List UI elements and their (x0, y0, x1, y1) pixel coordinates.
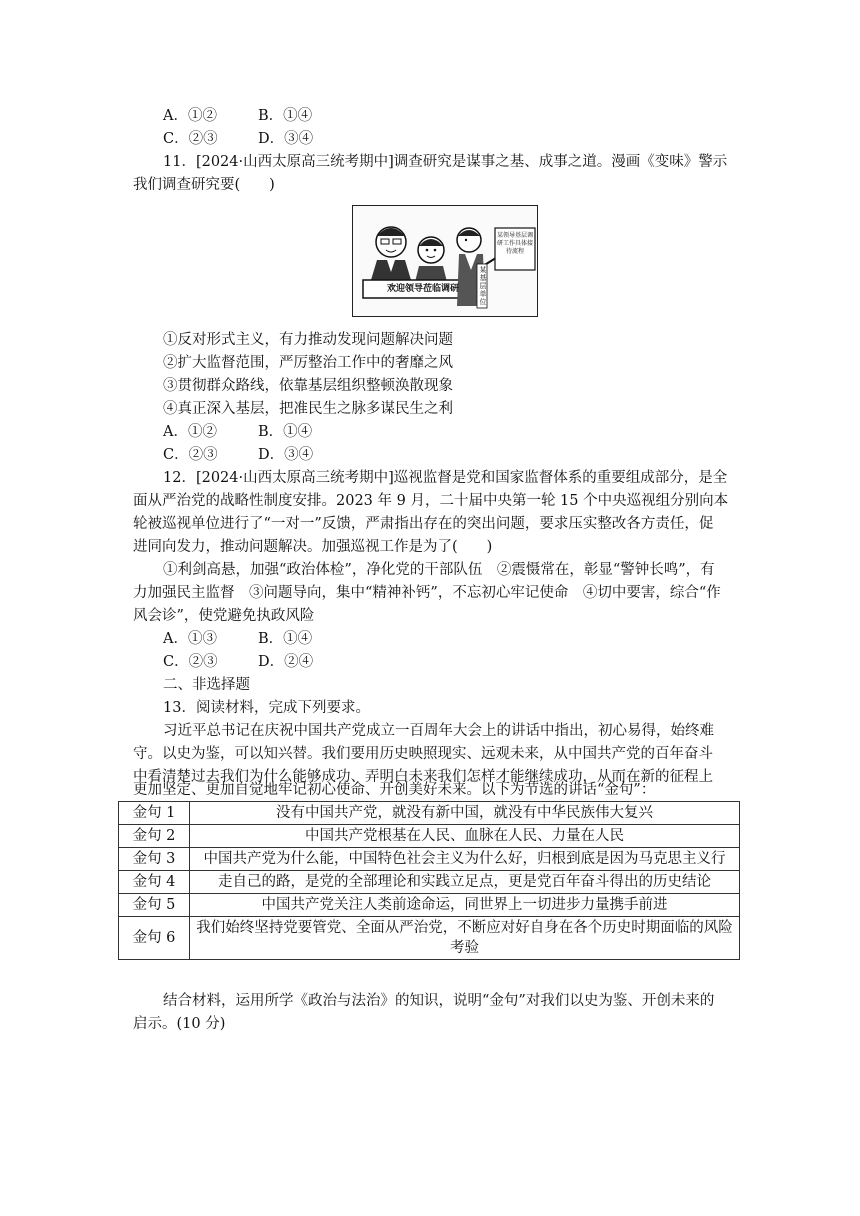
quote-label: 金句 5 (119, 894, 190, 917)
q11-item-3: ③贯彻群众路线，依靠基层组织整顿涣散现象 (163, 378, 453, 394)
q12-stem-line-4: 进同向发力，推动问题解决。加强巡视工作是为了( ) (133, 539, 493, 555)
q10-option-a: A．①② (163, 108, 217, 124)
table-row (119, 802, 740, 825)
section-heading: 二、非选择题 (163, 677, 250, 693)
q11-stem-line-2: 我们调查研究要( ) (133, 177, 275, 193)
quote-text: 中国共产党为什么能，中国特色社会主义为什么好，归根到底是因为马克思主义行 (190, 848, 740, 871)
q11-item-4: ④真正深入基层，把准民生之脉多谋民生之利 (163, 401, 453, 417)
cartoon-banner-text: 欢迎领导莅临调研 (386, 284, 459, 294)
q11-stem-line-1: 11．[2024·山西太原高三统考期中]调查研究是谋事之基、成事之道。漫画《变味》警示 (163, 154, 728, 170)
q12-items-line-2: 力加强民主监督 ③问题导向，集中“精神补钙”，不忘初心牢记使命 ④切中要害，综合“作 (133, 585, 721, 601)
q13-material-line-3: 中看清楚过去我们为什么能够成功、弄明白未来我们怎样才能继续成功，从而在新的征程上 (133, 769, 713, 785)
q13-stem: 13．阅读材料，完成下列要求。 (163, 700, 370, 716)
q12-items-line-3: 风会诊”，使党避免执政风险 (133, 608, 315, 624)
table-row (119, 871, 740, 894)
q13-question-line-1: 结合材料，运用所学《政治与法治》的知识，说明“金句”对我们以史为鉴、开创未来的 (163, 993, 715, 1009)
q11-cartoon (352, 205, 538, 317)
quote-text: 中国共产党根基在人民、血脉在人民、力量在人民 (190, 825, 740, 848)
q12-stem-line-2: 面从严治党的战略性制度安排。2023 年 9 月，二十届中央第一轮 15 个中央巡视组分别向本 (133, 493, 729, 509)
quote-label: 金句 4 (119, 871, 190, 894)
q11-item-2: ②扩大监督范围，严厉整治工作中的奢靡之风 (163, 355, 453, 371)
q10-option-c: C．②③ (163, 131, 218, 147)
q11-option-d: D．③④ (258, 447, 314, 463)
q11-option-b: B．①④ (258, 424, 313, 440)
q10-option-b: B．①④ (258, 108, 313, 124)
q11-option-a: A．①② (163, 424, 217, 440)
q13-question-line-2: 启示。(10 分) (133, 1016, 226, 1032)
quote-label: 金句 1 (119, 802, 190, 825)
table-row (119, 894, 740, 917)
q10-option-d: D．③④ (258, 131, 314, 147)
quote-text: 走自己的路，是党的全部理论和实践立足点，更是党百年奋斗得出的历史结论 (190, 871, 740, 894)
quote-label: 金句 3 (119, 848, 190, 871)
q13-material-line-1: 习近平总书记在庆祝中国共产党成立一百周年大会上的讲话中指出，初心易得，始终难 (163, 723, 714, 739)
q11-item-1: ①反对形式主义，有力推动发现问题解决问题 (163, 332, 453, 348)
quote-label: 金句 2 (119, 825, 190, 848)
q12-option-d: D．②④ (258, 654, 314, 670)
q12-items-line-1: ①利剑高悬，加强“政治体检”，净化党的干部队伍 ②震慑常在，彰显“警钟长鸣”，有 (163, 562, 715, 578)
q12-option-c: C．②③ (163, 654, 218, 670)
cartoon-board-text: 某领导基层调研工作具体接待流程 (497, 232, 534, 255)
quote-label: 金句 6 (119, 917, 190, 960)
quote-text: 没有中国共产党，就没有新中国，就没有中华民族伟大复兴 (190, 802, 740, 825)
table-row (119, 917, 740, 960)
quotes-table (118, 801, 740, 960)
q12-stem-line-1: 12．[2024·山西太原高三统考期中]巡视监督是党和国家监督体系的重要组成部分，是全 (163, 470, 728, 486)
quote-text: 中国共产党关注人类前途命运，同世界上一切进步力量携手前进 (190, 894, 740, 917)
table-row (119, 825, 740, 848)
q12-option-a: A．①③ (163, 631, 217, 647)
q13-material-line-2: 守。以史为鉴，可以知兴替。我们要用历史映照现实、远观未来，从中国共产党的百年奋斗 (133, 746, 713, 762)
quote-text: 我们始终坚持党要管党、全面从严治党，不断应对好自身在各个历史时期面临的风险考验 (190, 917, 740, 960)
q13-material-line-4: 更加坚定、更加自觉地牢记初心使命、开创美好未来。以下为节选的讲话“金句”： (133, 782, 656, 798)
q12-option-b: B．①④ (258, 631, 313, 647)
cartoon-drawing (353, 206, 537, 316)
cartoon-tag-text: 某基层单位 (479, 266, 487, 306)
q12-stem-line-3: 轮被巡视单位进行了“一对一”反馈，严肃指出存在的突出问题，要求压实整改各方责任，促 (133, 516, 714, 532)
table-row (119, 848, 740, 871)
q11-option-c: C．②③ (163, 447, 218, 463)
